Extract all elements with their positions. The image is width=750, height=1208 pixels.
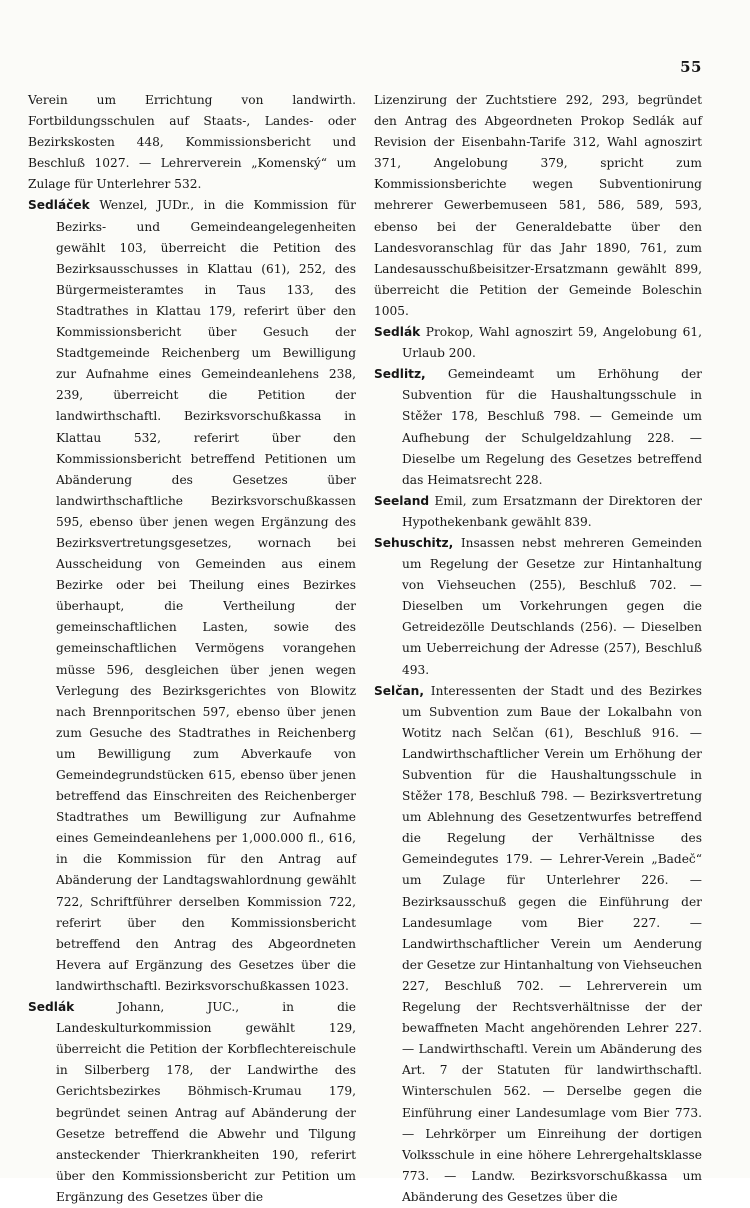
page-number: 55 [680, 58, 702, 76]
entry-text: Gemeindeamt um Erhöhung der Subvention für die Haushaltungsschule in Stěžer 178, Beschluß 798. — Gemeinde um Aufhebung der Schulgeldzahlung 228. — Dieselbe um Regelung des Gesetzes betreffend das Heimatsrecht 228. [402, 367, 703, 487]
index-entry [374, 364, 702, 491]
entry-name: Sehuschitz, [374, 535, 454, 550]
entry-text: Verein um Errichtung von landwirth. Fortbildungsschulen auf Staats-, Landes- oder Bezirkskosten 448, Kommissionsbericht und Beschluß 1027. — Lehrerverein „Komenský“ um Zulage für Unterlehrer 532. [28, 93, 356, 192]
entry-text: Johann, JUC., in die Landeskulturkommission gewählt 129, überreicht die Petition der Korbflechtereischule in Silberberg 178, der Landwirthe des Gerichtsbezirkes Böhmisch-Krumau 179, begründet seinen Antrag auf Abänderung der Gesetze betreffend die Abwehr und Tilgung ansteckender Thierkrankheiten 190, referirt über den Kommissionsbericht zur Petition um Ergänzung des Gesetzes über die [56, 1000, 356, 1204]
entry-text: Wenzel, JUDr., in die Kommission für Bezirks- und Gemeindeangelegenheiten gewählt 103, überreicht die Petition des Bezirksausschusses in Klattau (61), 252, des Bürgermeisteramtes in Taus 133, des Stadtrathes in Klattau 179, referirt über den Kommissionsbericht über Gesuch der Stadtgemeinde Reichenberg um Bewilligung zur Aufnahme eines Gemeindeanlehens 238, 239, überreicht die Petition der landwirthschaftl. Bezirksvorschußkassa in Klattau 532, referirt über den Kommissionsbericht betreffend Petitionen um Abänderung des Gesetzes über landwirthschaftliche Bezirksvorschußkassen 595, ebenso über jenen wegen Ergänzung des Bezirksvertretungsgesetzes, wornach bei Ausscheidung von Gemeinden aus einem Bezirke oder bei Theilung eines Bezirkes überhaupt, die Vertheilung der gemeinschaftlichen Lasten, sowie des gemeinschaftlichen Vermögens vorangehen müsse 596, desgleichen über jenen wegen Verlegung des Bezirksgerichtes von Blowitz nach Brennporitschen 597, ebenso über jenen zum Gesuche des Stadtrathes in Reichenberg um Bewilligung zum Abverkaufe von Gemeindegrundstücken 615, ebenso über jenen betreffend das Einschreiten des Reichenberger Stadtrathes um Bewilligung zur Aufnahme eines Gemeindeanlehens per 1,000.000 fl., 616, in die Kommission für den Antrag auf Abänderung der Landtagswahlordnung gewählt 722, Schriftführer derselben Kommission 722, referirt über den Kommissionsbericht betreffend den Antrag des Abgeordneten Hevera auf Ergänzung des Gesetzes über die landwirthschaftl. Bezirksvorschußkassen 1023. [56, 198, 356, 993]
entry-text: Insassen nebst mehreren Gemeinden um Regelung der Gesetze zur Hintanhaltung von Viehseuchen (255), Beschluß 702. — Dieselben um Vorkehrungen gegen die Getreidezölle Deutschlands (256). — Dieselben um Ueberreichung der Adresse (257), Beschluß 493. [402, 535, 703, 677]
right-column [374, 90, 702, 1208]
index-entry [374, 322, 702, 364]
index-entry [374, 533, 702, 681]
entry-name: Seeland [374, 493, 430, 508]
entry-text: Interessenten der Stadt und des Bezirkes um Subvention zum Baue der Lokalbahn von Wotitz nach Selčan (61), Beschluß 916. — Landwirthschaftlicher Verein um Erhöhung der Subvention für die Haushaltungsschule in Stěžer 178, Beschluß 798. — Bezirksvertretung um Ablehnung des Gesetzentwurfes betreffend die Regelung der Verhältnisse des Gemeindegutes 179. — Lehrer-Verein „Badeč“ um Zulage für Unterlehrer 226. — Bezirksausschuß gegen die Einführung der Landesumlage vom Bier 227. — Landwirthschaftlicher Verein um Aenderung der Gesetze zur Hintanhaltung von Viehseuchen 227, Beschluß 702. — Lehrerverein um Regelung der Rechtsverhältnisse der der bewaffneten Macht angehörenden Lehrer 227. — Landwirthschaftl. Verein um Abänderung des Art. 7 der Statuten für landwirthschaftl. Winterschulen 562. — Derselbe gegen die Einführung einer Landesumlage vom Bier 773. — Lehrkörper um Einreihung der dortigen Volksschule in eine höhere Lehrergehaltsklasse 773. — Landw. Bezirksvorschußkassa um Abänderung des Gesetzes über die [402, 683, 702, 1204]
entry-name: Sedlitz, [374, 367, 426, 382]
entry-name: Selčan, [374, 683, 424, 698]
left-column [28, 90, 356, 1208]
index-entry [374, 90, 702, 322]
index-entry [28, 90, 356, 195]
entry-text: Emil, zum Ersatzmann der Direktoren der Hypothekenbank gewählt 839. [402, 493, 702, 529]
entry-name: Sedláček [28, 198, 90, 213]
entry-name: Sedlák [374, 325, 421, 340]
index-entry [374, 681, 702, 1208]
entry-name: Sedlák [28, 1000, 75, 1015]
entry-text: Prokop, Wahl agnoszirt 59, Angelobung 61, Urlaub 200. [402, 325, 702, 361]
index-entry [374, 491, 702, 533]
entry-text: Lizenzirung der Zuchtstiere 292, 293, begründet den Antrag des Abgeordneten Prokop Sedlák auf Revision der Eisenbahn-Tarife 312, Wahl agnoszirt 371, Angelobung 379, spricht zum Kommissionsberichte wegen Subventionirung mehrerer Gewerbemuseen 581, 586, 589, 593, ebenso bei der Generaldebatte über den Landesvoranschlag für das Jahr 1890, 761, zum Landesausschußbeisitzer-Ersatzmann gewählt 899, überreicht die Petition der Gemeinde Boleschin 1005. [374, 93, 702, 318]
index-entry [28, 997, 356, 1208]
index-entry [28, 195, 356, 997]
